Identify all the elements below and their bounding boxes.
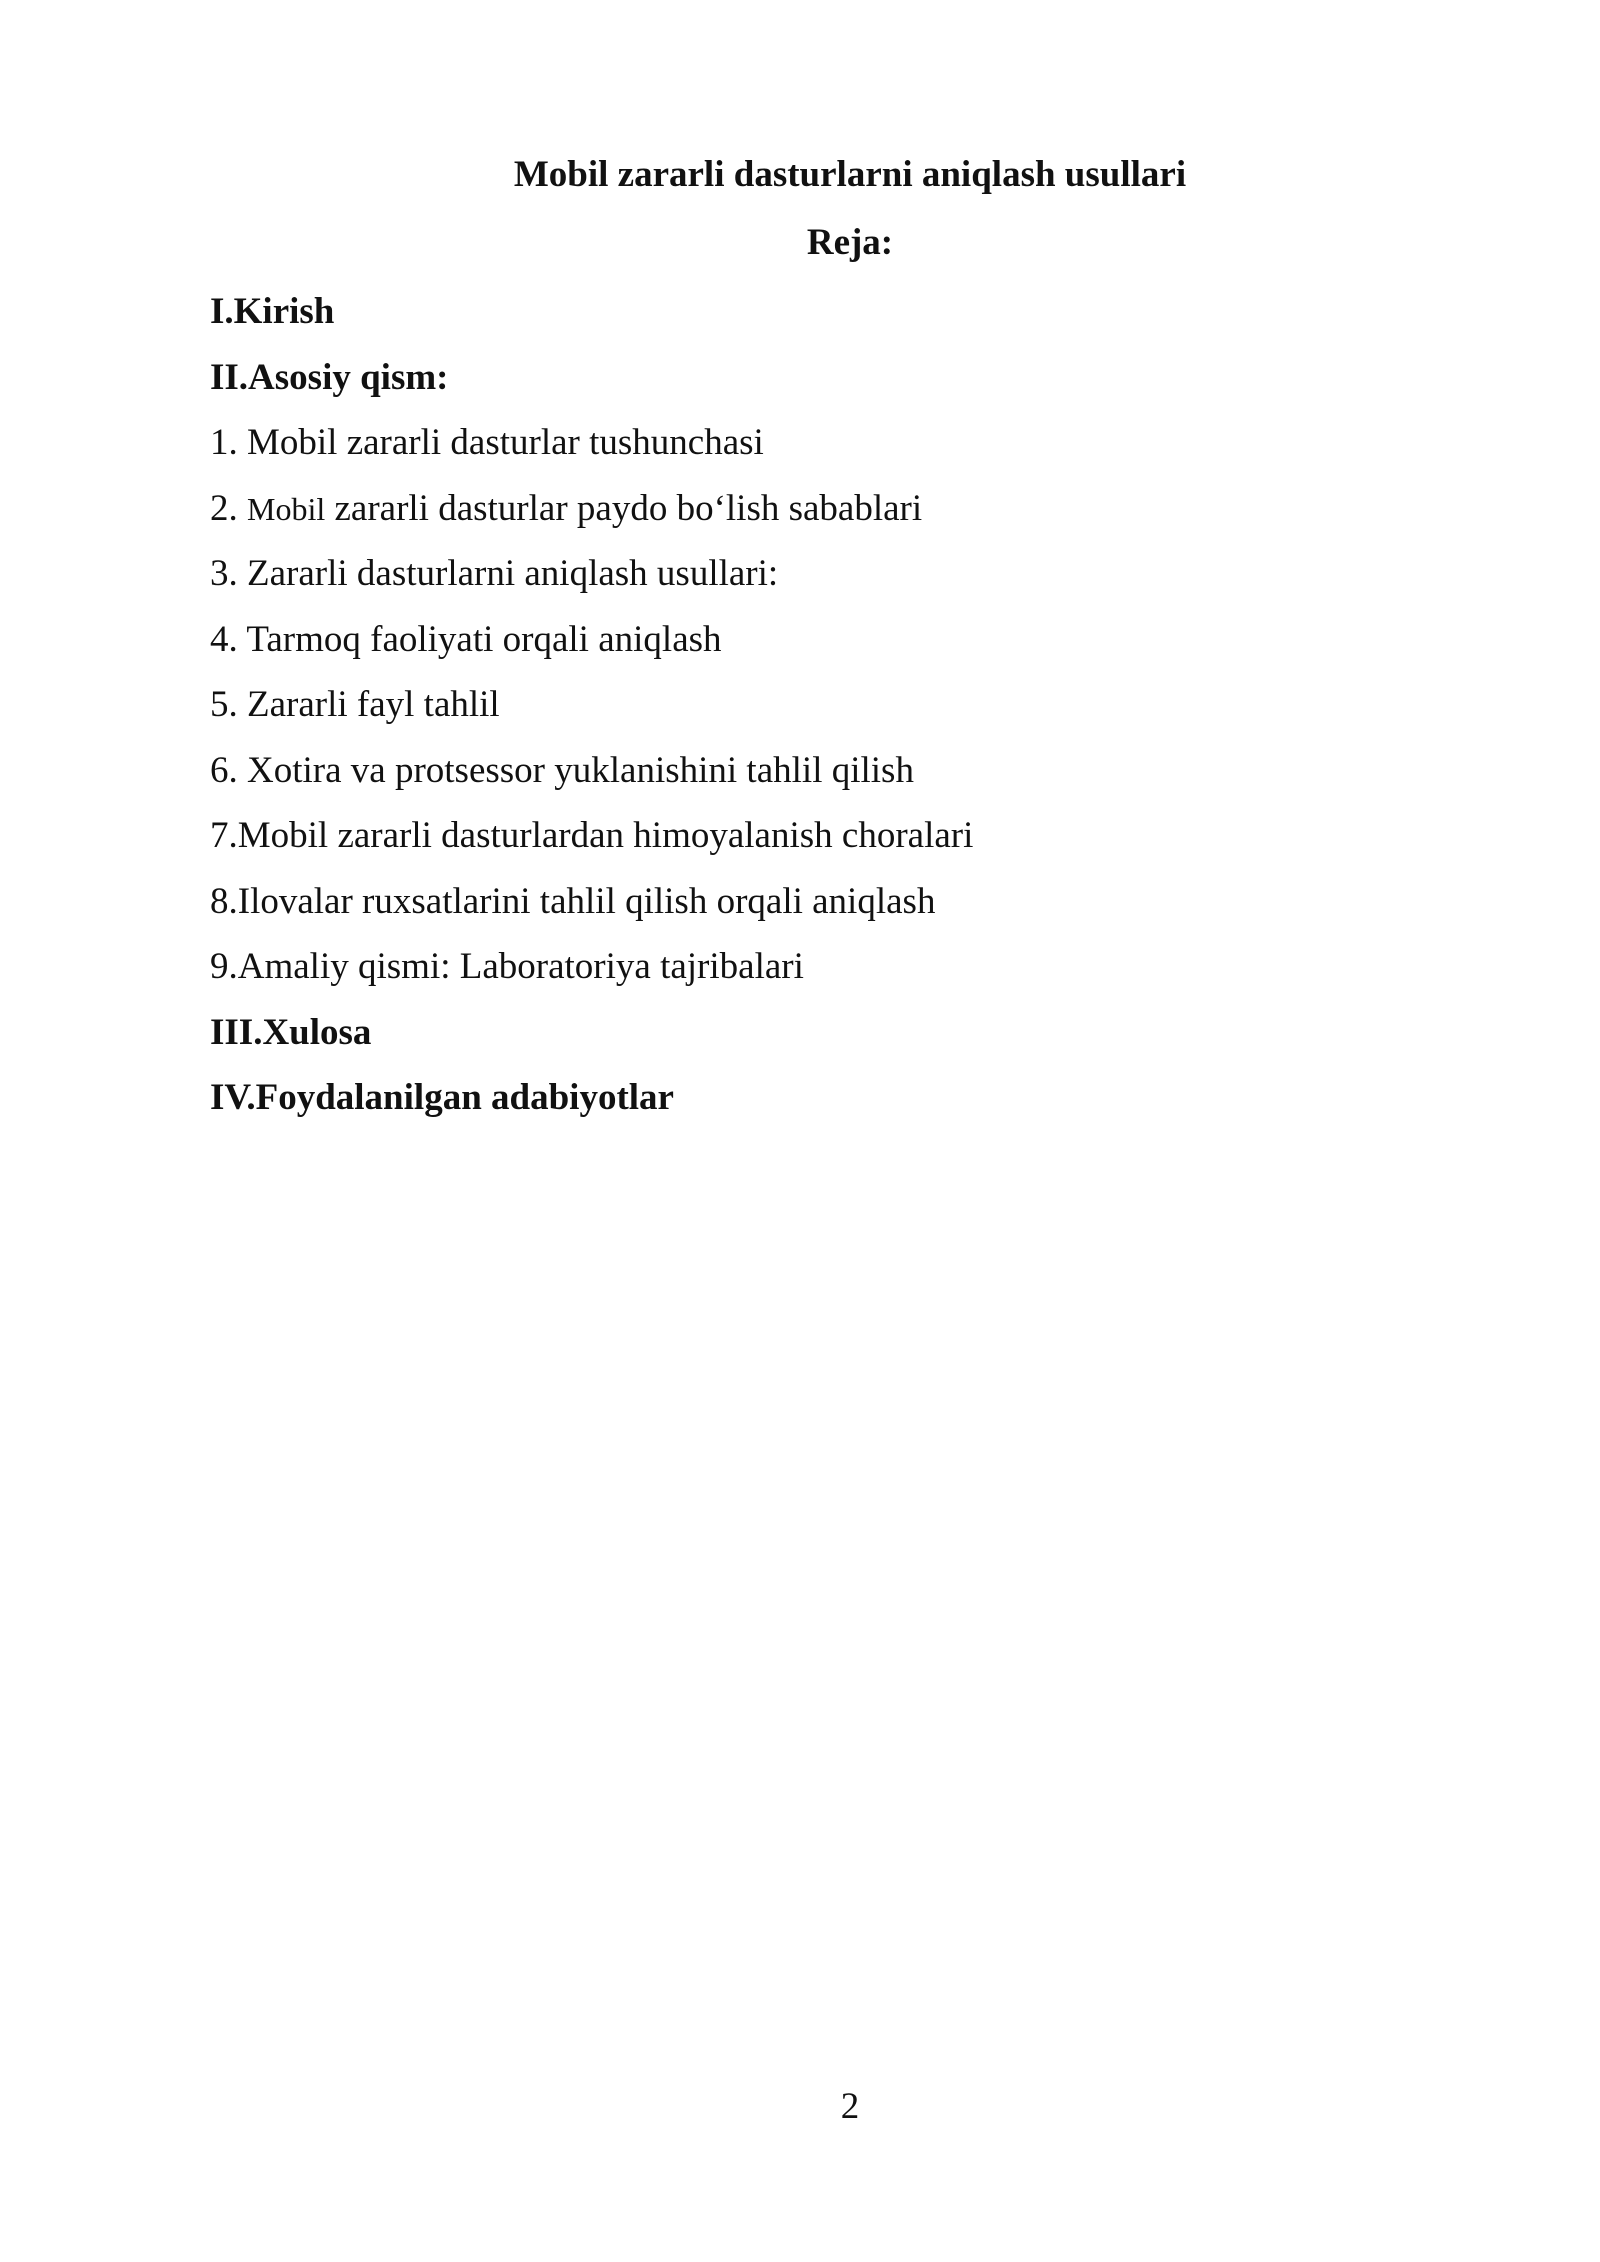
plan-item-4: 4. Tarmoq faoliyati orqali aniqlash [210,618,722,660]
document-title: Mobil zararli dasturlarni aniqlash usullari [513,154,1187,195]
plan-item-2-rest: zararli dasturlar paydo bo‘lish sabablari [325,487,923,529]
plan-item-3: 3. Zararli dasturlarni aniqlash usullari: [210,553,779,594]
plan-item-1: 1. Mobil zararli dasturlar tushunchasi [210,422,764,463]
plan-item-7: 7.Mobil zararli dasturlardan himoyalanish choralari [210,815,974,856]
plan-item-introduction: I.Kirish [210,291,335,332]
plan-heading: Reja: [806,222,894,263]
page-number: 2 [840,2086,860,2127]
plan-item-2-prefix: 2. [210,487,247,529]
plan-item-conclusion: III.Xulosa [210,1011,372,1053]
plan-item-2 [210,484,1410,534]
plan-item-9: 9.Amaliy qismi: Laboratoriya tajribalari [210,946,804,987]
plan-item-2-mobil: Mobil [247,490,326,527]
plan-item-main-part: II.Asosiy qism: [210,356,449,398]
plan-list [210,287,1410,1139]
plan-item-references: IV.Foydalanilgan adabiyotlar [210,1077,674,1118]
plan-item-5: 5. Zararli fayl tahlil [210,684,500,725]
plan-item-6: 6. Xotira va protsessor yuklanishini tahlil qilish [210,749,914,791]
plan-item-8: 8.Ilovalar ruxsatlarini tahlil qilish orqali aniqlash [210,880,936,922]
